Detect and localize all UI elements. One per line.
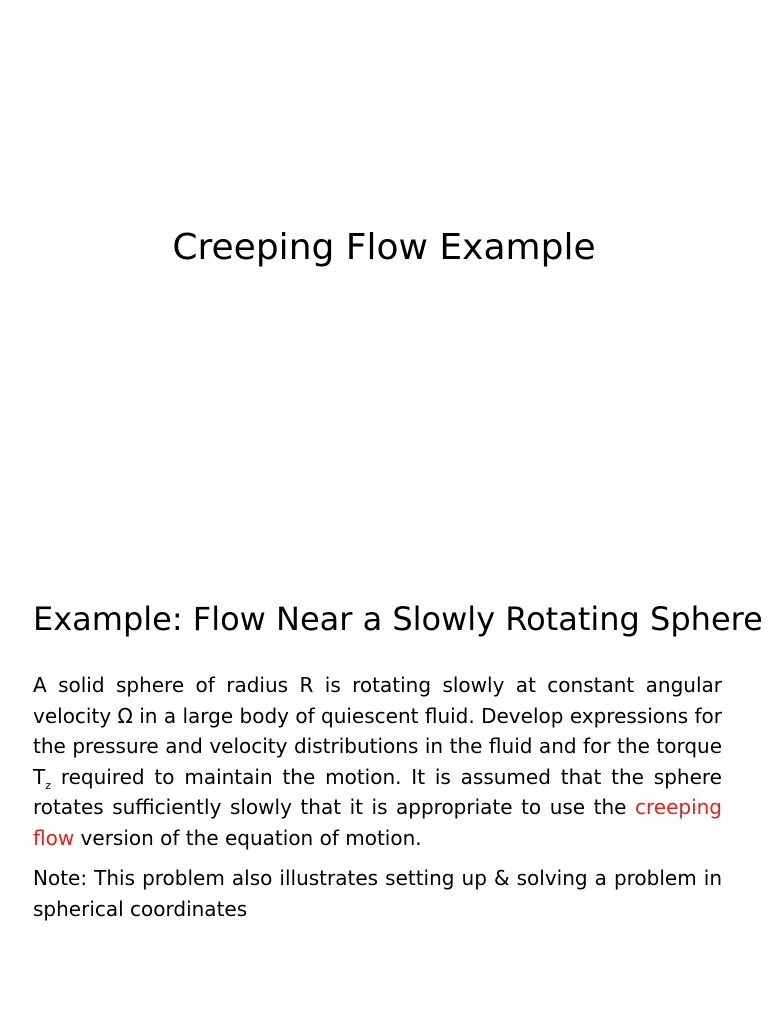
example-title: Example: Flow Near a Slowly Rotating Sphere <box>33 600 763 638</box>
statement-text-end: version of the equation of motion. <box>74 825 422 850</box>
statement-text-after-torque: required to maintain the motion. It is assumed that the sphere rotates sufficiently slowly that it is appropriate to use the <box>33 764 722 819</box>
problem-statement <box>33 670 722 853</box>
example-slide <box>0 512 768 1024</box>
statement-text-start: A solid sphere of radius R is rotating slowly at constant angular velocity <box>33 673 722 728</box>
creeping-flow-keyword: creeping flow <box>33 795 722 850</box>
slide-body <box>33 670 722 924</box>
statement-text-middle: in a large body of quiescent fluid. Develop expressions for the pressure and velocity distributions in the fluid and for the torque <box>33 703 722 758</box>
torque-symbol: T <box>33 764 46 789</box>
torque-subscript: z <box>45 778 51 792</box>
slide-title: Creeping Flow Example <box>172 227 596 268</box>
omega-symbol: Ω <box>117 703 133 728</box>
note-paragraph: Note: This problem also illustrates setting up & solving a problem in spherical coordinates <box>33 866 722 921</box>
